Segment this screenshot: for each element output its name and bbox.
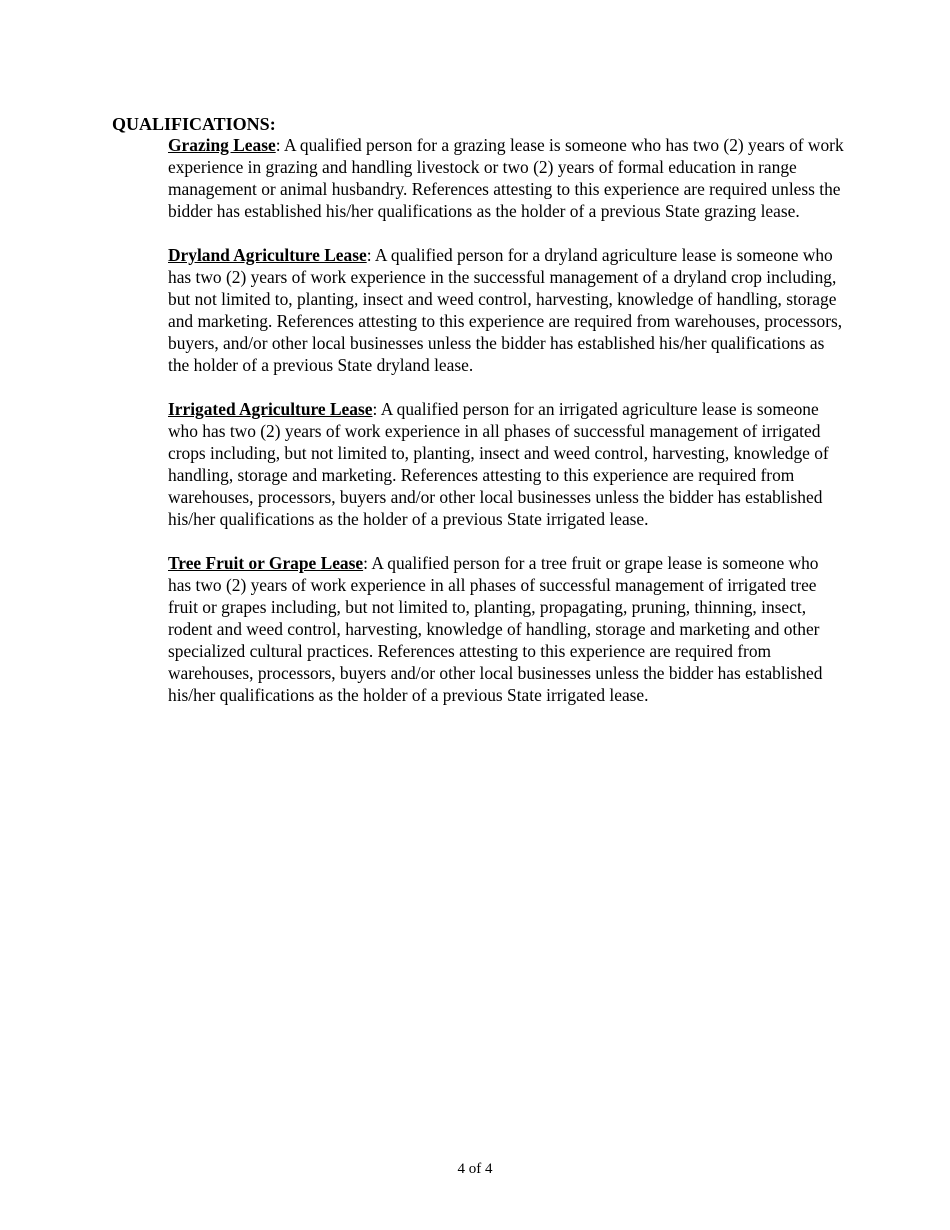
grazing-lease-paragraph (168, 134, 844, 222)
page-number: 4 of 4 (457, 1161, 493, 1177)
grazing-lease-text: : A qualified person for a grazing lease is someone who has two (2) years of work experience in grazing and handling livestock or two (2) years of formal education in range management or animal husbandry. References attesting to this experience are required unless the bidder has established his/her qualifications as the holder of a previous State grazing lease. (168, 135, 844, 221)
qualifications-body (168, 134, 844, 728)
irrigated-agriculture-lease-text: : A qualified person for an irrigated agriculture lease is someone who has two (2) years of work experience in all phases of successful management of irrigated crops including, but not limited to, planting, insect and weed control, harvesting, knowledge of handling, storage and marketing. References attesting to this experience are required from warehouses, processors, buyers and/or other local businesses unless the bidder has established his/her qualifications as the holder of a previous State irrigated lease. (168, 399, 829, 529)
tree-fruit-grape-lease-text: : A qualified person for a tree fruit or grape lease is someone who has two (2) years of work experience in all phases of successful management of irrigated tree fruit or grapes including, but not limited to, planting, propagating, pruning, thinning, insect, rodent and weed control, harvesting, knowledge of handling, storage and marketing and other specialized cultural practices. References attesting to this experience are required from warehouses, processors, buyers and/or other local businesses unless the bidder has established his/her qualifications as the holder of a previous State irrigated lease. (168, 553, 823, 705)
tree-fruit-grape-lease-paragraph (168, 552, 844, 706)
tree-fruit-grape-lease-title: Tree Fruit or Grape Lease (168, 553, 364, 573)
irrigated-agriculture-lease-title: Irrigated Agriculture Lease (168, 399, 373, 419)
dryland-agriculture-lease-title: Dryland Agriculture Lease (168, 245, 367, 265)
dryland-agriculture-lease-text: : A qualified person for a dryland agriculture lease is someone who has two (2) years of work experience in the successful management of a dryland crop including, but not limited to, planting, insect and weed control, harvesting, knowledge of handling, storage and marketing. References attesting to this experience are required from warehouses, processors, buyers, and/or other local businesses unless the bidder has established his/her qualifications as the holder of a previous State dryland lease. (168, 245, 843, 375)
irrigated-agriculture-lease-paragraph (168, 398, 844, 530)
dryland-agriculture-lease-paragraph (168, 244, 844, 376)
qualifications-heading: QUALIFICATIONS: (112, 114, 276, 134)
grazing-lease-title: Grazing Lease (168, 135, 276, 155)
